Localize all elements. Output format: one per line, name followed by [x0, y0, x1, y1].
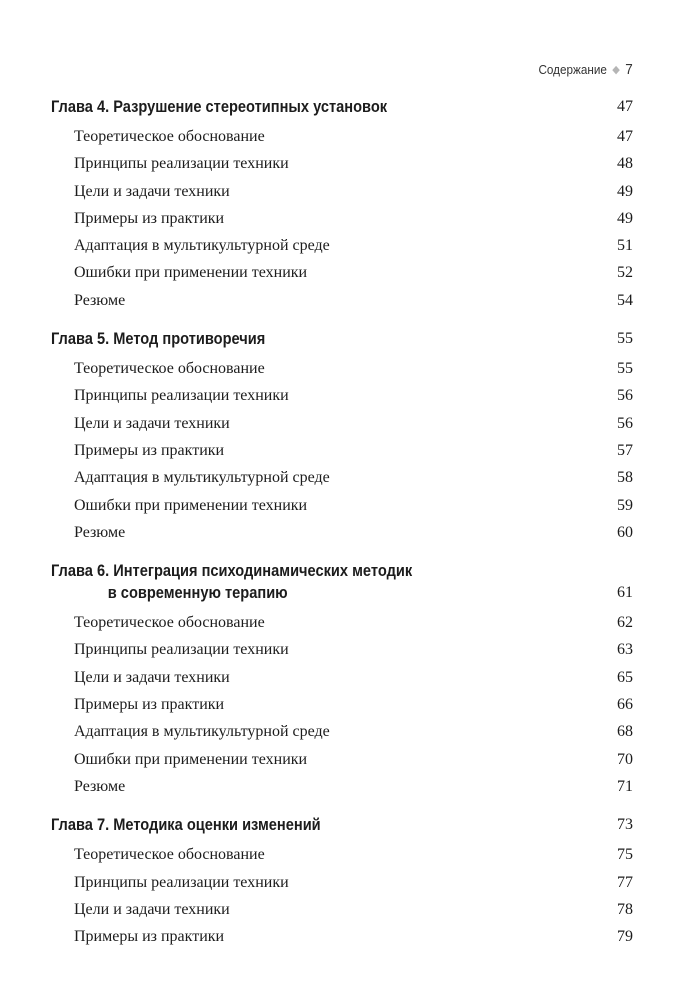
toc-entry[interactable] [51, 232, 633, 259]
toc-entry-label: Теоретическое обоснование [74, 360, 265, 378]
toc-entry-page: 75 [617, 846, 633, 864]
toc-entry-label: Примеры из практики [74, 696, 225, 714]
diamond-icon: ◆ [612, 64, 621, 76]
chapter-page-number: 73 [617, 816, 633, 834]
chapter-title-text: Глава 5. Метод противоречия [51, 329, 266, 349]
toc-entry-label: Цели и задачи техники [74, 668, 230, 686]
toc-entry-label: Адаптация в мультикультурной среде [74, 723, 330, 741]
toc-entry-page: 52 [617, 264, 633, 282]
toc-entry[interactable] [51, 123, 633, 150]
toc-entry-label: Ошибки при применении техники [74, 750, 308, 768]
chapter-page-number: 47 [617, 98, 633, 115]
toc-entry-label: Принципы реализации техники [74, 387, 289, 405]
toc-entry[interactable] [51, 287, 633, 314]
chapter-page-number: 55 [617, 330, 633, 348]
chapter-title[interactable] [51, 96, 633, 118]
toc-entry[interactable] [51, 923, 633, 950]
chapter-page-number: 61 [617, 584, 633, 602]
toc-entry-label: Ошибки при применении техники [74, 496, 308, 514]
toc-entry-page: 49 [617, 182, 633, 200]
toc-entry-label: Принципы реализации техники [74, 873, 289, 891]
toc-entry-label: Принципы реализации техники [74, 155, 289, 173]
toc-entry-page: 51 [617, 237, 633, 255]
toc-entry[interactable] [51, 410, 633, 437]
toc-entry-page: 65 [617, 668, 633, 686]
entry-list [51, 355, 633, 546]
toc-entry-page: 59 [617, 496, 633, 514]
toc-entry[interactable] [51, 869, 633, 896]
toc-entry-label: Резюме [74, 777, 126, 795]
toc-entry-page: 62 [617, 614, 633, 632]
toc-entry-page: 57 [617, 441, 633, 459]
toc-entry-label: Ошибки при применении техники [74, 264, 308, 282]
toc-entry-page: 60 [617, 523, 633, 541]
toc-entry[interactable] [51, 259, 633, 286]
toc-entry[interactable] [51, 205, 633, 232]
toc-entry-page: 56 [617, 414, 633, 432]
toc-entry[interactable] [51, 773, 633, 800]
running-head-section: Содержание [538, 62, 608, 77]
toc-entry-label: Резюме [74, 523, 126, 541]
entry-list [51, 841, 633, 950]
toc-entry-page: 47 [617, 128, 633, 145]
page-number: 7 [625, 61, 633, 78]
toc-entry-page: 68 [617, 723, 633, 741]
toc-entry[interactable] [51, 355, 633, 382]
toc-entry[interactable] [51, 896, 633, 923]
toc-entry-label: Адаптация в мультикультурной среде [74, 237, 330, 255]
toc-entry-label: Теоретическое обоснование [74, 614, 265, 632]
toc-entry[interactable] [51, 437, 633, 464]
toc-entry[interactable] [51, 664, 633, 691]
toc-entry-label: Примеры из практики [74, 441, 225, 459]
chapter-title-text: Глава 4. Разрушение стереотипных установок [51, 97, 388, 116]
toc-entry-page: 79 [617, 928, 633, 946]
toc-entry-label: Цели и задачи техники [74, 900, 230, 918]
chapter-title[interactable] [51, 814, 633, 836]
chapter-block [51, 814, 633, 950]
chapter-block [51, 560, 633, 800]
toc-entry-page: 66 [617, 696, 633, 714]
table-of-contents [51, 96, 633, 964]
toc-entry-page: 49 [617, 209, 633, 227]
toc-entry[interactable] [51, 492, 633, 519]
toc-entry[interactable] [51, 746, 633, 773]
toc-entry-page: 63 [617, 641, 633, 659]
chapter-title-text: Глава 6. Интеграция психодинамических методик [51, 561, 413, 581]
toc-entry[interactable] [51, 519, 633, 546]
toc-entry-label: Принципы реализации техники [74, 641, 289, 659]
toc-entry[interactable] [51, 178, 633, 205]
toc-entry[interactable] [51, 841, 633, 868]
toc-entry-page: 48 [617, 155, 633, 173]
toc-entry-label: Теоретическое обоснование [74, 128, 265, 145]
toc-entry-label: Резюме [74, 291, 126, 309]
toc-entry-label: Цели и задачи техники [74, 182, 230, 200]
toc-entry-page: 77 [617, 873, 633, 891]
toc-entry-page: 55 [617, 360, 633, 378]
chapter-title-text-line2: в современную терапию [107, 583, 288, 603]
toc-entry[interactable] [51, 609, 633, 636]
toc-entry[interactable] [51, 718, 633, 745]
toc-entry-page: 78 [617, 900, 633, 918]
chapter-title[interactable] [51, 328, 633, 350]
toc-entry-label: Примеры из практики [74, 209, 225, 227]
entry-list [51, 123, 633, 314]
toc-entry-page: 70 [617, 750, 633, 768]
entry-list [51, 609, 633, 800]
chapter-title-text: Глава 7. Методика оценки изменений [51, 815, 321, 835]
toc-entry-page: 71 [617, 777, 633, 795]
running-head [539, 61, 633, 78]
toc-entry[interactable] [51, 382, 633, 409]
chapter-block [51, 328, 633, 546]
toc-entry[interactable] [51, 464, 633, 491]
toc-entry-page: 54 [617, 291, 633, 309]
toc-entry-page: 56 [617, 387, 633, 405]
toc-entry-label: Адаптация в мультикультурной среде [74, 469, 330, 487]
toc-entry-page: 58 [617, 469, 633, 487]
chapter-title[interactable] [51, 560, 633, 604]
toc-entry-label: Примеры из практики [74, 928, 225, 946]
toc-entry[interactable] [51, 691, 633, 718]
toc-entry[interactable] [51, 636, 633, 663]
toc-entry-label: Цели и задачи техники [74, 414, 230, 432]
toc-entry-label: Теоретическое обоснование [74, 846, 265, 864]
chapter-block [51, 96, 633, 314]
toc-entry[interactable] [51, 150, 633, 177]
